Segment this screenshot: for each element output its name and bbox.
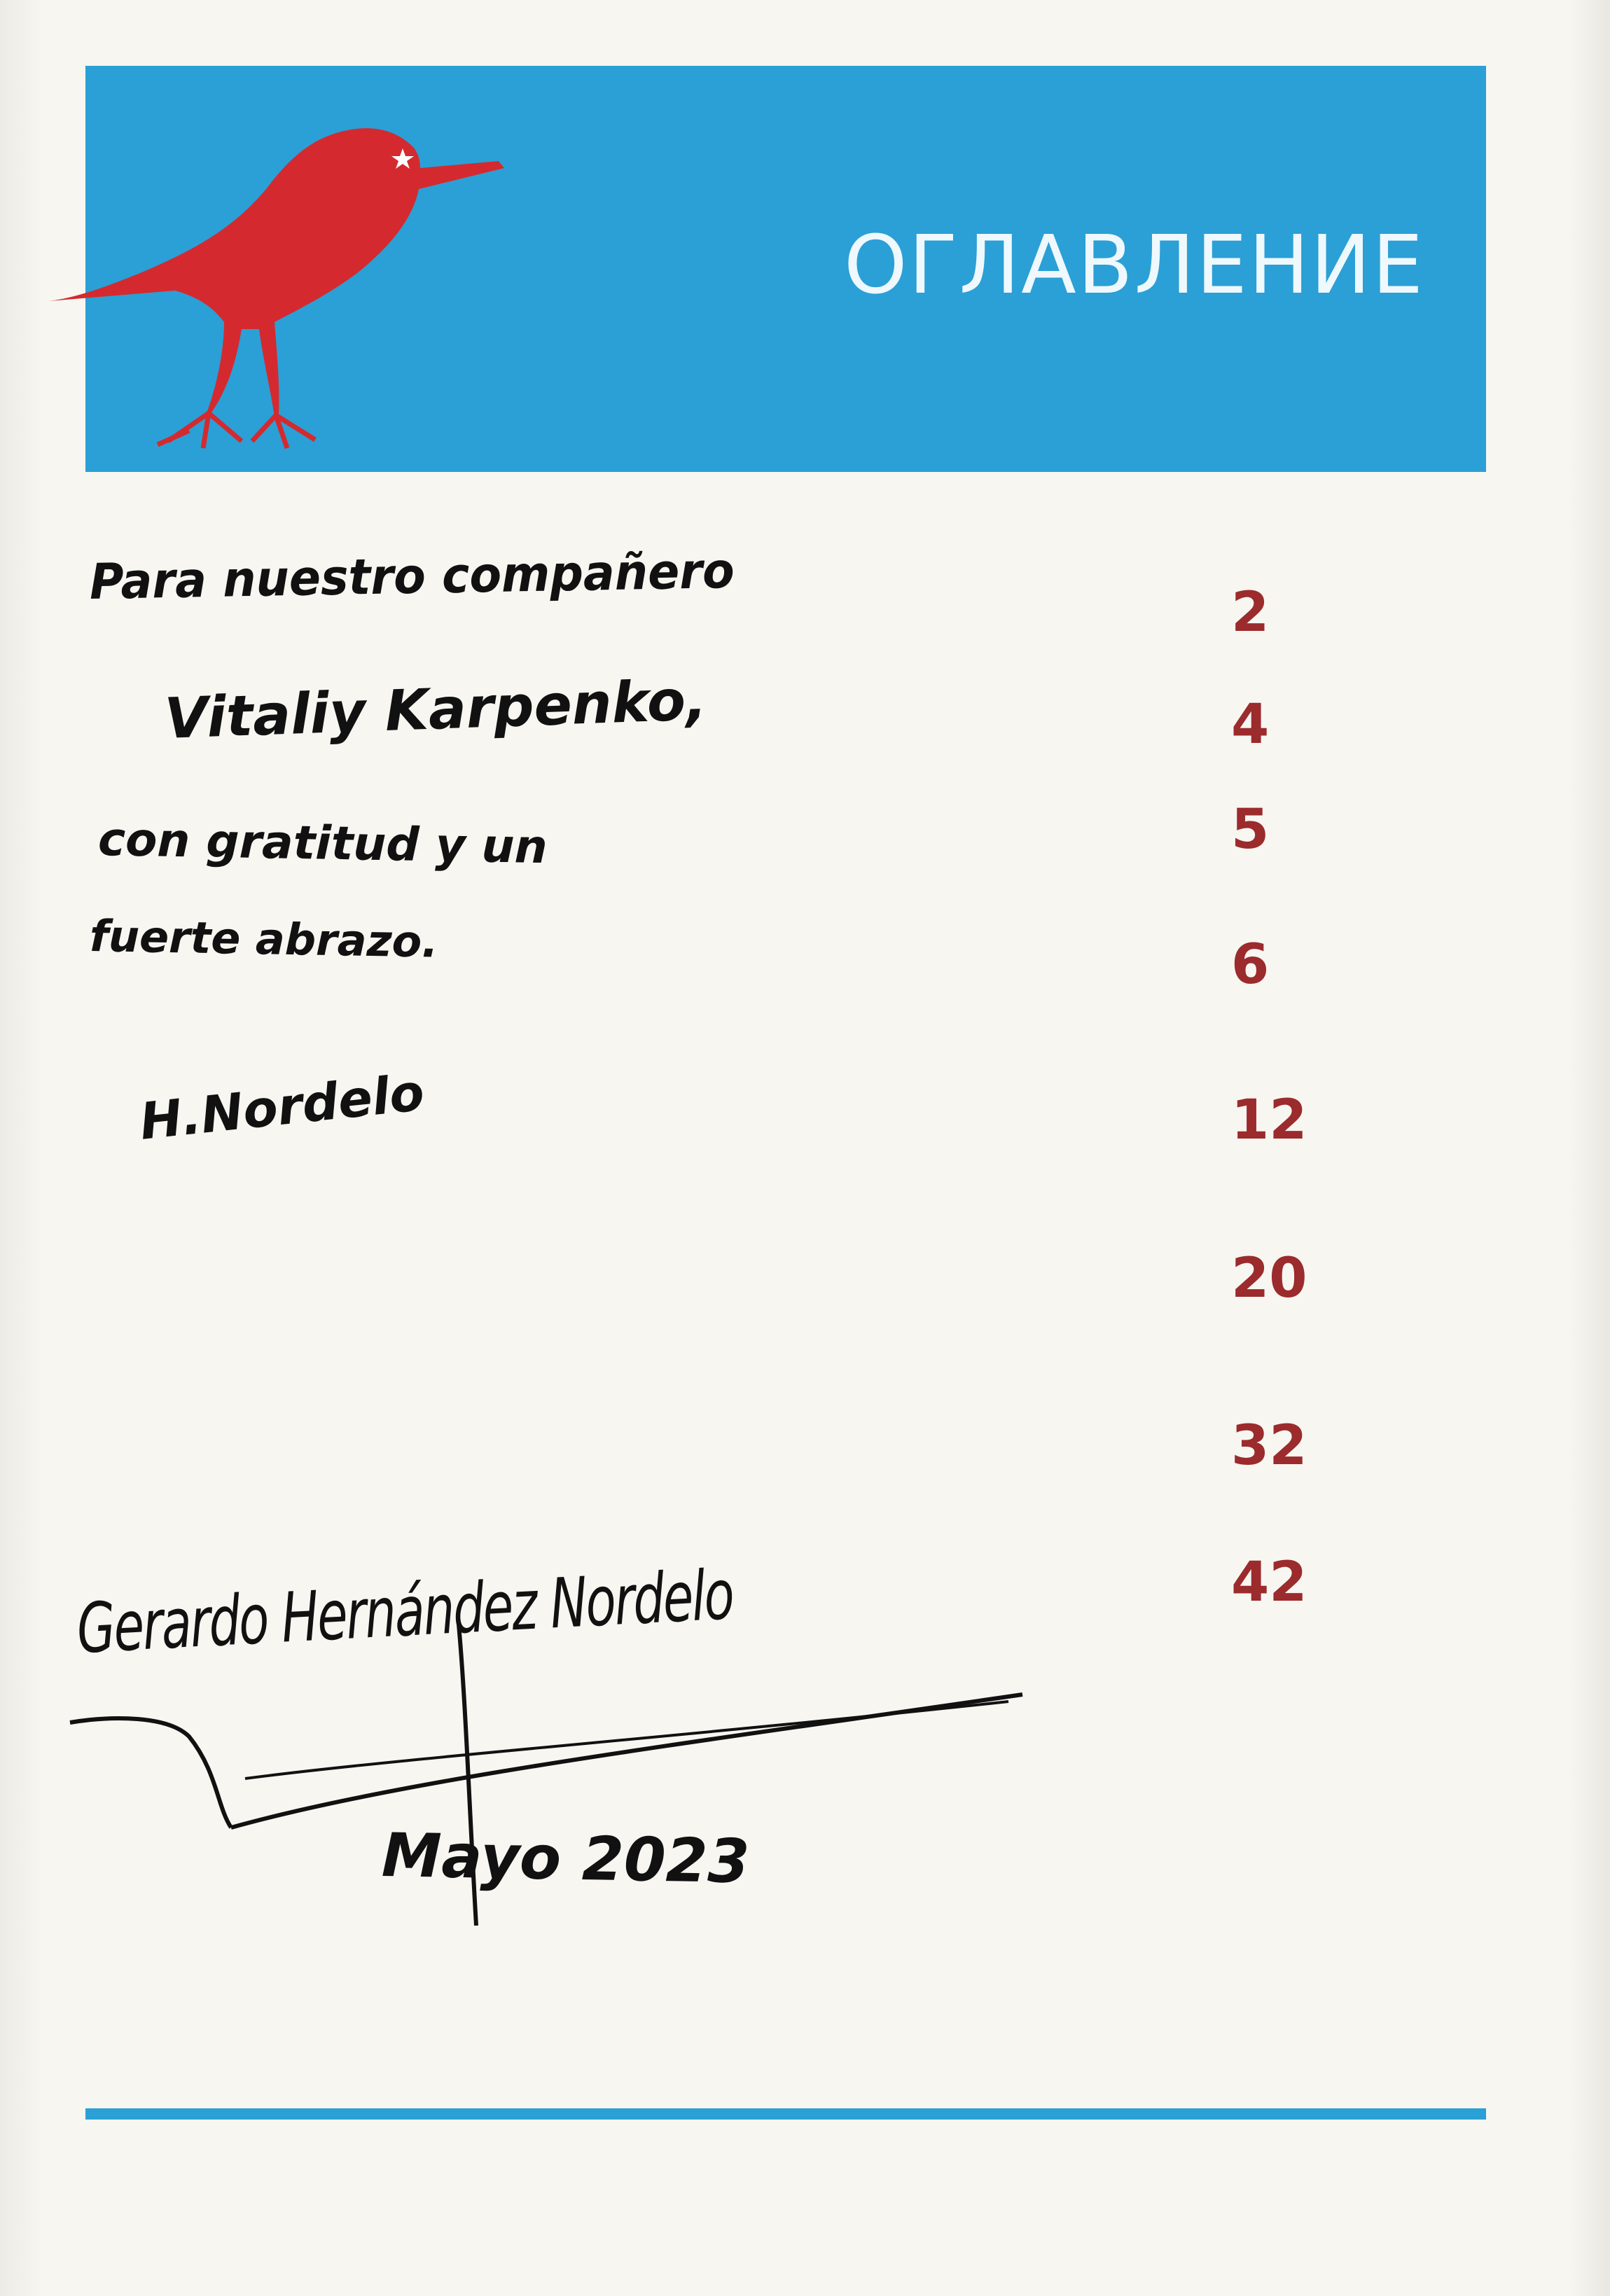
toc-page-number: 12 — [1231, 1089, 1307, 1152]
signature-date: Mayo 2023 — [381, 1821, 751, 1898]
page-title: ОГЛАВЛЕНИЕ — [844, 218, 1424, 312]
dedication-line: Para nuestro compañero — [89, 541, 735, 611]
toc-page-number: 5 — [1231, 798, 1270, 861]
dedication-line: Vitaliy Karpenko, — [163, 667, 708, 751]
toc-page-number: 20 — [1231, 1247, 1307, 1310]
dedication-line: con gratitud y un — [97, 812, 548, 875]
signature-initials: H.Nordelo — [137, 1062, 427, 1151]
signature-full: Gerardo Hernández Nordelo — [75, 1555, 735, 1669]
footer-rule — [85, 2108, 1486, 2120]
toc-page-number: 2 — [1231, 581, 1270, 644]
signature-flourish — [56, 1596, 1050, 1961]
toc-page-number: 6 — [1231, 933, 1270, 996]
toc-page-number: 32 — [1231, 1414, 1307, 1477]
toc-page-number: 4 — [1231, 693, 1270, 756]
dedication-line: fuerte abrazo. — [89, 910, 439, 968]
toc-page-number: 42 — [1231, 1551, 1307, 1614]
